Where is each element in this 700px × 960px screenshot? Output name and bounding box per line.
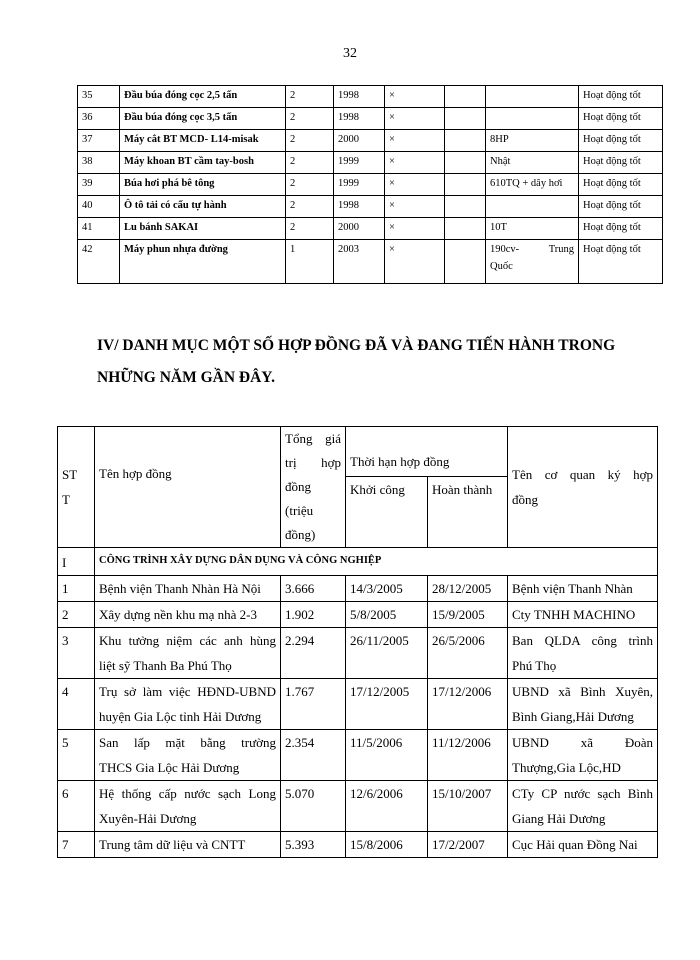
equipment-blank — [445, 218, 486, 240]
equipment-year: 2000 — [334, 218, 385, 240]
equipment-row — [78, 108, 663, 130]
header-stt-line2: T — [62, 492, 70, 507]
equipment-number: 42 — [78, 240, 120, 284]
equipment-spec-part1: 190cv- — [490, 244, 520, 255]
equipment-blank — [445, 130, 486, 152]
equipment-name: Ô tô tải có cẩu tự hành — [120, 196, 286, 218]
equipment-spec-line2: Quốc — [490, 261, 513, 272]
contract-agency-line: CTy CP nước sạch Bình — [512, 786, 654, 801]
contract-agency-line: Cty TNHH MACHINO — [512, 607, 636, 622]
section-row — [58, 548, 658, 576]
contract-agency-line: Giang Hải Dương — [512, 811, 606, 826]
equipment-quantity: 2 — [286, 152, 334, 174]
contract-end-date: 11/12/2006 — [428, 730, 508, 781]
contract-start-date: 5/8/2005 — [346, 602, 428, 628]
equipment-quantity: 2 — [286, 218, 334, 240]
contract-number: 3 — [58, 628, 95, 679]
equipment-status: Hoạt động tốt — [579, 130, 663, 152]
contract-agency — [508, 781, 658, 832]
equipment-spec — [486, 86, 579, 108]
contract-number: 2 — [58, 602, 95, 628]
contract-number: 7 — [58, 832, 95, 858]
equipment-blank — [445, 240, 486, 284]
contract-name-line: Trung tâm dữ liệu và CNTT — [99, 837, 246, 852]
contract-agency — [508, 832, 658, 858]
contract-agency-line: Cục Hải quan Đồng Nai — [512, 837, 638, 852]
contract-end-date: 17/12/2006 — [428, 679, 508, 730]
equipment-row — [78, 196, 663, 218]
equipment-number: 39 — [78, 174, 120, 196]
contract-value: 2.354 — [281, 730, 346, 781]
contract-value: 1.902 — [281, 602, 346, 628]
equipment-blank — [445, 86, 486, 108]
equipment-quantity: 2 — [286, 130, 334, 152]
equipment-spec: 10T — [486, 218, 579, 240]
contract-agency-line: Bệnh viện Thanh Nhàn — [512, 581, 633, 596]
header-value — [281, 427, 346, 548]
equipment-blank — [445, 174, 486, 196]
equipment-blank — [445, 196, 486, 218]
equipment-name: Lu bánh SAKAI — [120, 218, 286, 240]
contract-row — [58, 679, 658, 730]
contract-name — [95, 730, 281, 781]
equipment-mark: × — [385, 152, 445, 174]
equipment-blank — [445, 108, 486, 130]
equipment-status: Hoạt động tốt — [579, 218, 663, 240]
contract-agency — [508, 730, 658, 781]
contract-name — [95, 602, 281, 628]
equipment-spec: Nhật — [486, 152, 579, 174]
equipment-status: Hoạt động tốt — [579, 196, 663, 218]
header-value-line1: Tổng giá — [285, 431, 341, 446]
equipment-mark: × — [385, 196, 445, 218]
header-agency — [508, 427, 658, 548]
equipment-mark: × — [385, 86, 445, 108]
equipment-spec: 8HP — [486, 130, 579, 152]
header-contract-name — [95, 427, 281, 548]
contract-start-date: 17/12/2005 — [346, 679, 428, 730]
section-heading: IV/ DANH MỤC MỘT SỐ HỢP ĐỒNG ĐÃ VÀ ĐANG TIẾN HÀNH TRONG NHỮNG NĂM GẦN ĐÂY. — [97, 337, 616, 386]
equipment-year: 2000 — [334, 130, 385, 152]
contracts-table — [57, 426, 658, 858]
contract-name-line: liệt sỹ Thanh Ba Phú Thọ — [99, 658, 232, 673]
equipment-row — [78, 218, 663, 240]
contract-number: 6 — [58, 781, 95, 832]
contract-row — [58, 832, 658, 858]
equipment-mark: × — [385, 218, 445, 240]
contract-name-line: Trụ sở làm việc HĐND-UBND — [99, 684, 276, 699]
equipment-quantity: 2 — [286, 196, 334, 218]
contract-end-date: 28/12/2005 — [428, 576, 508, 602]
equipment-status: Hoạt động tốt — [579, 240, 663, 284]
contract-agency-line: Bình Giang,Hải Dương — [512, 709, 634, 724]
contract-end-date: 15/9/2005 — [428, 602, 508, 628]
equipment-mark: × — [385, 130, 445, 152]
equipment-quantity: 2 — [286, 174, 334, 196]
header-value-line4: (triệu — [285, 503, 314, 518]
contract-end-date: 26/5/2006 — [428, 628, 508, 679]
equipment-spec — [486, 240, 579, 284]
equipment-table — [77, 85, 663, 284]
contract-agency-line: UBND xã Bình Xuyên, — [512, 684, 654, 699]
equipment-number: 41 — [78, 218, 120, 240]
contract-start-date: 11/5/2006 — [346, 730, 428, 781]
header-contract-name-text: Tên hợp đồng — [99, 466, 172, 481]
contract-name — [95, 628, 281, 679]
contract-row — [58, 628, 658, 679]
equipment-quantity: 1 — [286, 240, 334, 284]
equipment-blank — [445, 152, 486, 174]
contract-agency-line: UBND xã Đoàn — [512, 735, 654, 750]
equipment-spec: 610TQ + dây hơi — [486, 174, 579, 196]
contracts-header-row — [58, 427, 658, 477]
contract-start-date: 26/11/2005 — [346, 628, 428, 679]
equipment-name: Máy cắt BT MCD- L14-misak — [120, 130, 286, 152]
section-title: CÔNG TRÌNH XÂY DỰNG DÂN DỤNG VÀ CÔNG NGHIỆP — [95, 548, 658, 576]
contract-name-line: Xuyên-Hải Dương — [99, 811, 197, 826]
equipment-spec-line1 — [490, 241, 574, 258]
contract-end-date: 17/2/2007 — [428, 832, 508, 858]
header-value-line2: trị hợp — [285, 455, 341, 470]
contract-name — [95, 679, 281, 730]
contract-value: 5.070 — [281, 781, 346, 832]
equipment-name: Máy phun nhựa đường — [120, 240, 286, 284]
equipment-mark: × — [385, 174, 445, 196]
contract-name-line: THCS Gia Lộc Hải Dương — [99, 760, 240, 775]
contract-end-date: 15/10/2007 — [428, 781, 508, 832]
equipment-year: 2003 — [334, 240, 385, 284]
equipment-status: Hoạt động tốt — [579, 108, 663, 130]
equipment-year: 1998 — [334, 196, 385, 218]
contract-value: 2.294 — [281, 628, 346, 679]
header-start: Khởi công — [346, 477, 428, 548]
contract-row — [58, 781, 658, 832]
equipment-year: 1998 — [334, 86, 385, 108]
equipment-status: Hoạt động tốt — [579, 174, 663, 196]
equipment-spec — [486, 108, 579, 130]
contract-number: 1 — [58, 576, 95, 602]
equipment-row — [78, 86, 663, 108]
equipment-number: 35 — [78, 86, 120, 108]
contract-agency-line: Ban QLDA công trình — [512, 633, 654, 648]
equipment-row — [78, 130, 663, 152]
contract-row — [58, 576, 658, 602]
contract-name-line: Khu tưởng niệm các anh hùng — [99, 633, 276, 648]
contract-name — [95, 832, 281, 858]
contract-name-line: huyện Gia Lộc tỉnh Hải Dương — [99, 709, 262, 724]
contract-name — [95, 781, 281, 832]
contract-name-line: Hệ thống cấp nước sạch Long — [99, 786, 276, 801]
contract-start-date: 14/3/2005 — [346, 576, 428, 602]
equipment-status: Hoạt động tốt — [579, 152, 663, 174]
contract-agency — [508, 679, 658, 730]
contract-agency — [508, 628, 658, 679]
equipment-number: 36 — [78, 108, 120, 130]
header-stt-line1: ST — [62, 467, 78, 482]
equipment-mark: × — [385, 108, 445, 130]
equipment-number: 40 — [78, 196, 120, 218]
equipment-status: Hoạt động tốt — [579, 86, 663, 108]
contract-agency — [508, 602, 658, 628]
equipment-row — [78, 152, 663, 174]
contract-name-line: Bệnh viện Thanh Nhàn Hà Nội — [99, 581, 261, 596]
contract-number: 4 — [58, 679, 95, 730]
equipment-name: Máy khoan BT cầm tay-bosh — [120, 152, 286, 174]
contract-name-line: Xây dựng nền khu mạ nhà 2-3 — [99, 607, 257, 622]
contract-start-date: 12/6/2006 — [346, 781, 428, 832]
equipment-name: Đầu búa đóng cọc 3,5 tấn — [120, 108, 286, 130]
contract-value: 5.393 — [281, 832, 346, 858]
contract-agency-line: Thượng,Gia Lộc,HD — [512, 760, 621, 775]
header-stt — [58, 427, 95, 548]
contract-number: 5 — [58, 730, 95, 781]
header-term: Thời hạn hợp đồng — [346, 427, 508, 477]
contract-row — [58, 602, 658, 628]
equipment-mark: × — [385, 240, 445, 284]
equipment-number: 38 — [78, 152, 120, 174]
contract-agency-line: Phú Thọ — [512, 658, 557, 673]
page-number: 32 — [343, 46, 357, 61]
contract-value: 3.666 — [281, 576, 346, 602]
contract-row — [58, 730, 658, 781]
header-value-line3: đồng — [285, 479, 311, 494]
header-agency-line1: Tên cơ quan ký hợp — [512, 467, 654, 482]
equipment-quantity: 2 — [286, 86, 334, 108]
equipment-year: 1999 — [334, 152, 385, 174]
equipment-spec — [486, 196, 579, 218]
contract-name-line: San lấp mặt bằng trường — [99, 735, 276, 750]
equipment-year: 1998 — [334, 108, 385, 130]
equipment-number: 37 — [78, 130, 120, 152]
contract-agency — [508, 576, 658, 602]
section-number: I — [58, 548, 95, 576]
equipment-name: Đầu búa đóng cọc 2,5 tấn — [120, 86, 286, 108]
equipment-year: 1999 — [334, 174, 385, 196]
contract-value: 1.767 — [281, 679, 346, 730]
equipment-row — [78, 174, 663, 196]
contract-start-date: 15/8/2006 — [346, 832, 428, 858]
header-value-line5: đồng) — [285, 527, 316, 542]
equipment-row — [78, 240, 663, 284]
header-agency-line2: đồng — [512, 492, 539, 507]
equipment-spec-part2: Trung — [548, 244, 574, 255]
header-end: Hoàn thành — [428, 477, 508, 548]
equipment-name: Búa hơi phá bê tông — [120, 174, 286, 196]
contract-name — [95, 576, 281, 602]
equipment-quantity: 2 — [286, 108, 334, 130]
